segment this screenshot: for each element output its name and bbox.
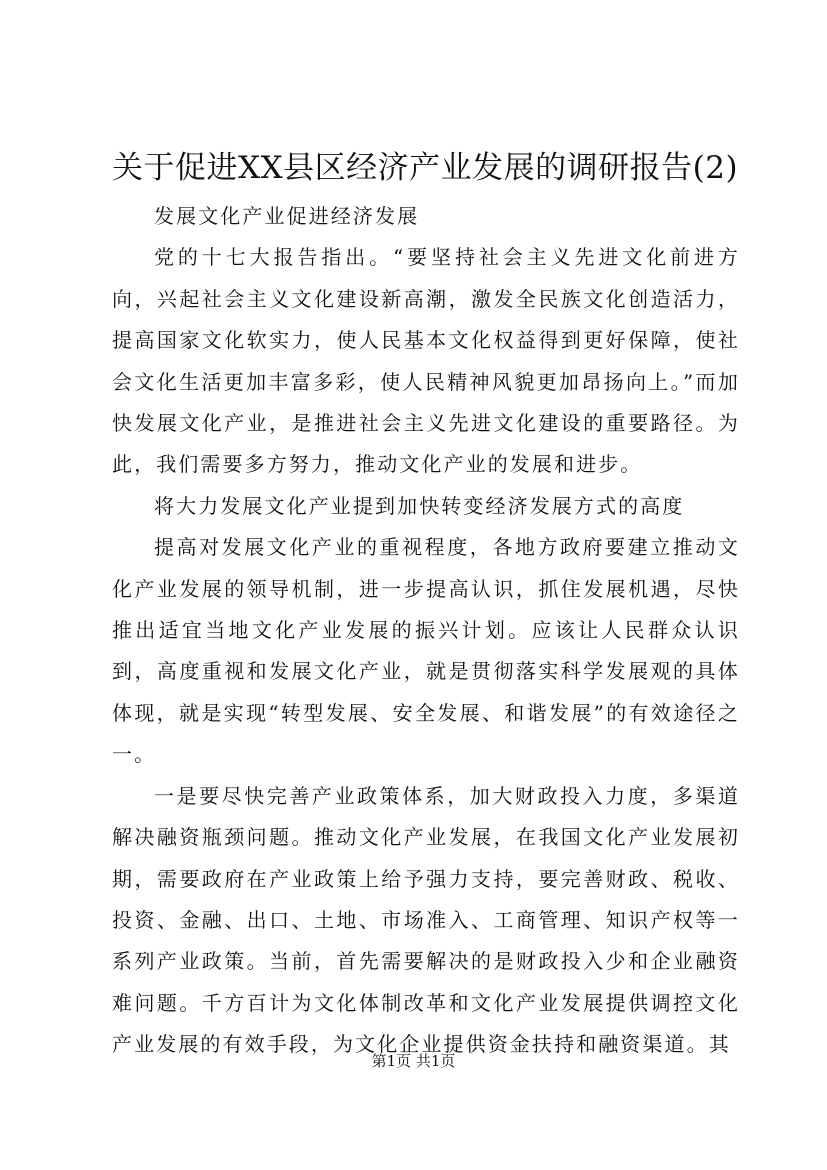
paragraph-1: 党的十七大报告指出。“要坚持社会主义先进文化前进方向，兴起社会主义文化建设新高潮，激发全民族文化创造活力，提高国家文化软实力，使人民基本文化权益得到更好保障，使社会文化生活更加丰富多彩，使人民精神风貌更加昂扬向上。”而加快发展文化产业，是推进社会主义先进文化建设的重要路径。为此，我们需要多方努力，推动文化产业的发展和进步。 xyxy=(112,245,740,477)
document-body xyxy=(112,196,740,1066)
document-title: 关于促进XX县区经济产业发展的调研报告(2) xyxy=(112,150,739,186)
paragraph-subheading-1: 发展文化产业促进经济发展 xyxy=(154,204,420,228)
paragraph-2: 提高对发展文化产业的重视程度，各地方政府要建立推动文化产业发展的领导机制，进一步提高认识，抓住发展机遇，尽快推出适宜当地文化产业发展的振兴计划。应该让人民群众认识到，高度重视和发展文化产业，就是贯彻落实科学发展观的具体体现，就是实现“转型发展、安全发展、和谐发展”的有效途径之一。 xyxy=(112,535,740,767)
paragraph-3: 一是要尽快完善产业政策体系，加大财政投入力度，多渠道解决融资瓶颈问题。推动文化产业发展，在我国文化产业发展初期，需要政府在产业政策上给予强力支持，要完善财政、税收、投资、金融、出口、土地、市场准入、工商管理、知识产权等一系列产业政策。当前，首先需要解决的是财政投入少和企业融资难问题。千方百计为文化体制改革和文化产业发展提供调控文化产业发展的有效手段，为文化企业提供资金扶持和融资渠道。其 xyxy=(112,783,740,1057)
page-footer: 第1页 共1页 xyxy=(371,1052,456,1070)
paragraph-subheading-2: 将大力发展文化产业提到加快转变经济发展方式的高度 xyxy=(154,493,685,518)
